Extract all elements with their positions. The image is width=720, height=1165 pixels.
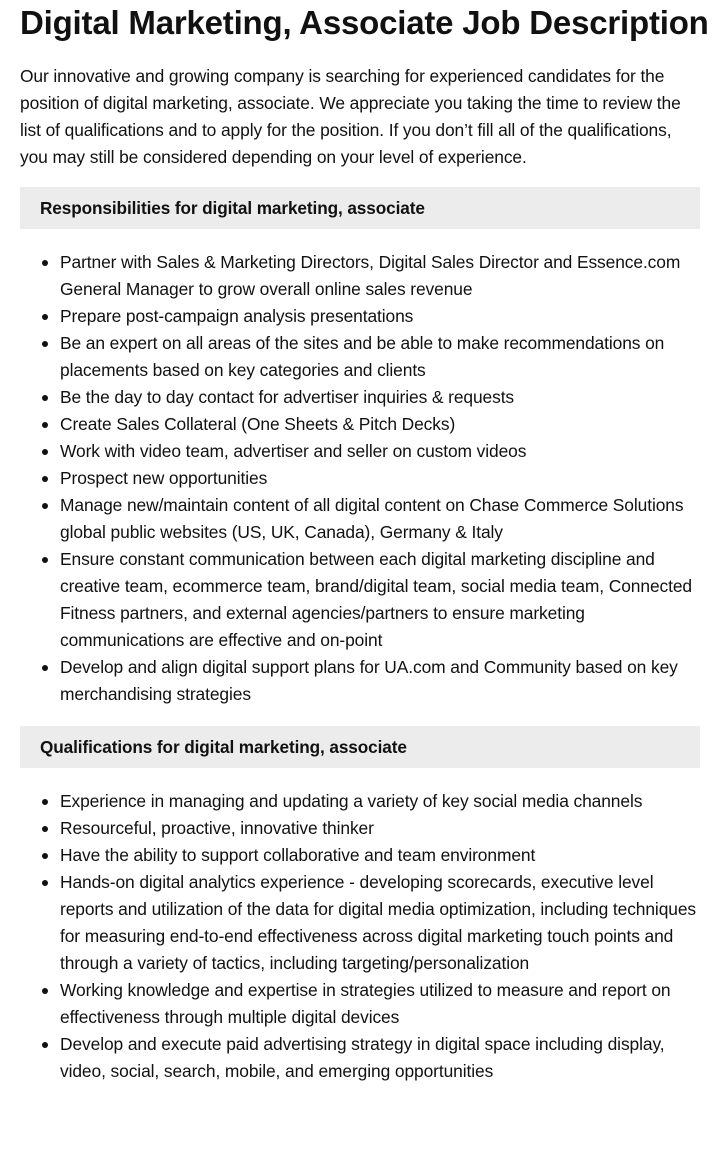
list-item [60, 1031, 700, 1085]
list-item [60, 384, 700, 411]
bullet-icon [42, 395, 48, 401]
intro-paragraph: Our innovative and growing company is searching for experienced candidates for the position of digital marketing, associate. We appreciate you taking the time to review the list of qualifications and to apply for the position. If you don’t fill all of the qualifications, you may still be considered depending on your level of experience. [20, 66, 681, 167]
bullet-icon [42, 341, 48, 347]
list-item-text: Ensure constant communication between each digital marketing discipline and creative team, ecommerce team, brand/digital team, social media team, Connected Fitness partners, and external agencies/partners to ensure marketing communications are effective and on-point [60, 549, 692, 650]
list-item [60, 330, 700, 384]
list-item [60, 815, 700, 842]
bullet-icon [42, 853, 48, 859]
list-item-text: Partner with Sales & Marketing Directors, Digital Sales Director and Essence.com General Manager to grow overall online sales revenue [60, 252, 681, 299]
list-item [60, 842, 700, 869]
list-item [60, 465, 700, 492]
list-item [60, 654, 700, 708]
qualifications-list [20, 788, 700, 1085]
list-item [60, 249, 700, 303]
responsibilities-heading: Responsibilities for digital marketing, associate [20, 187, 700, 229]
list-item [60, 869, 700, 977]
list-item-text: Resourceful, proactive, innovative thinker [60, 818, 374, 838]
responsibilities-list [20, 249, 700, 708]
list-item-text: Prospect new opportunities [60, 468, 268, 488]
list-item-text: Develop and align digital support plans for UA.com and Community based on key merchandising strategies [60, 657, 678, 704]
list-item-text: Be an expert on all areas of the sites and be able to make recommendations on placements based on key categories and clients [60, 333, 665, 380]
list-item-text: Develop and execute paid advertising strategy in digital space including display, video, social, search, mobile, and emerging opportunities [60, 1034, 665, 1081]
list-item-text: Have the ability to support collaborative and team environment [60, 845, 536, 865]
list-item [60, 788, 700, 815]
list-item [60, 411, 700, 438]
bullet-icon [42, 988, 48, 994]
page-title: Digital Marketing, Associate Job Description [20, 4, 709, 41]
list-item-text: Be the day to day contact for advertiser inquiries & requests [60, 387, 515, 407]
bullet-icon [42, 1042, 48, 1048]
bullet-icon [42, 476, 48, 482]
list-item [60, 303, 700, 330]
list-item [60, 438, 700, 465]
list-item-text: Hands-on digital analytics experience - developing scorecards, executive level reports and utilization of the data for digital media optimization, including techniques for measuring end-to-end effectiveness across digital marketing touch points and through a variety of tactics, including targeting/personalization [60, 872, 697, 973]
bullet-icon [42, 665, 48, 671]
list-item [60, 492, 700, 546]
list-item-text: Work with video team, advertiser and seller on custom videos [60, 441, 527, 461]
bullet-icon [42, 422, 48, 428]
list-item-text: Working knowledge and expertise in strategies utilized to measure and report on effectiveness through multiple digital devices [60, 980, 671, 1027]
list-item-text: Prepare post-campaign analysis presentations [60, 306, 414, 326]
bullet-icon [42, 880, 48, 886]
qualifications-heading: Qualifications for digital marketing, associate [20, 726, 700, 768]
list-item-text: Manage new/maintain content of all digital content on Chase Commerce Solutions global public websites (US, UK, Canada), Germany & Italy [60, 495, 684, 542]
list-item [60, 546, 700, 654]
bullet-icon [42, 314, 48, 320]
list-item [60, 977, 700, 1031]
bullet-icon [42, 826, 48, 832]
bullet-icon [42, 449, 48, 455]
bullet-icon [42, 503, 48, 509]
bullet-icon [42, 799, 48, 805]
bullet-icon [42, 557, 48, 563]
bullet-icon [42, 260, 48, 266]
list-item-text: Create Sales Collateral (One Sheets & Pitch Decks) [60, 414, 456, 434]
list-item-text: Experience in managing and updating a variety of key social media channels [60, 791, 643, 811]
